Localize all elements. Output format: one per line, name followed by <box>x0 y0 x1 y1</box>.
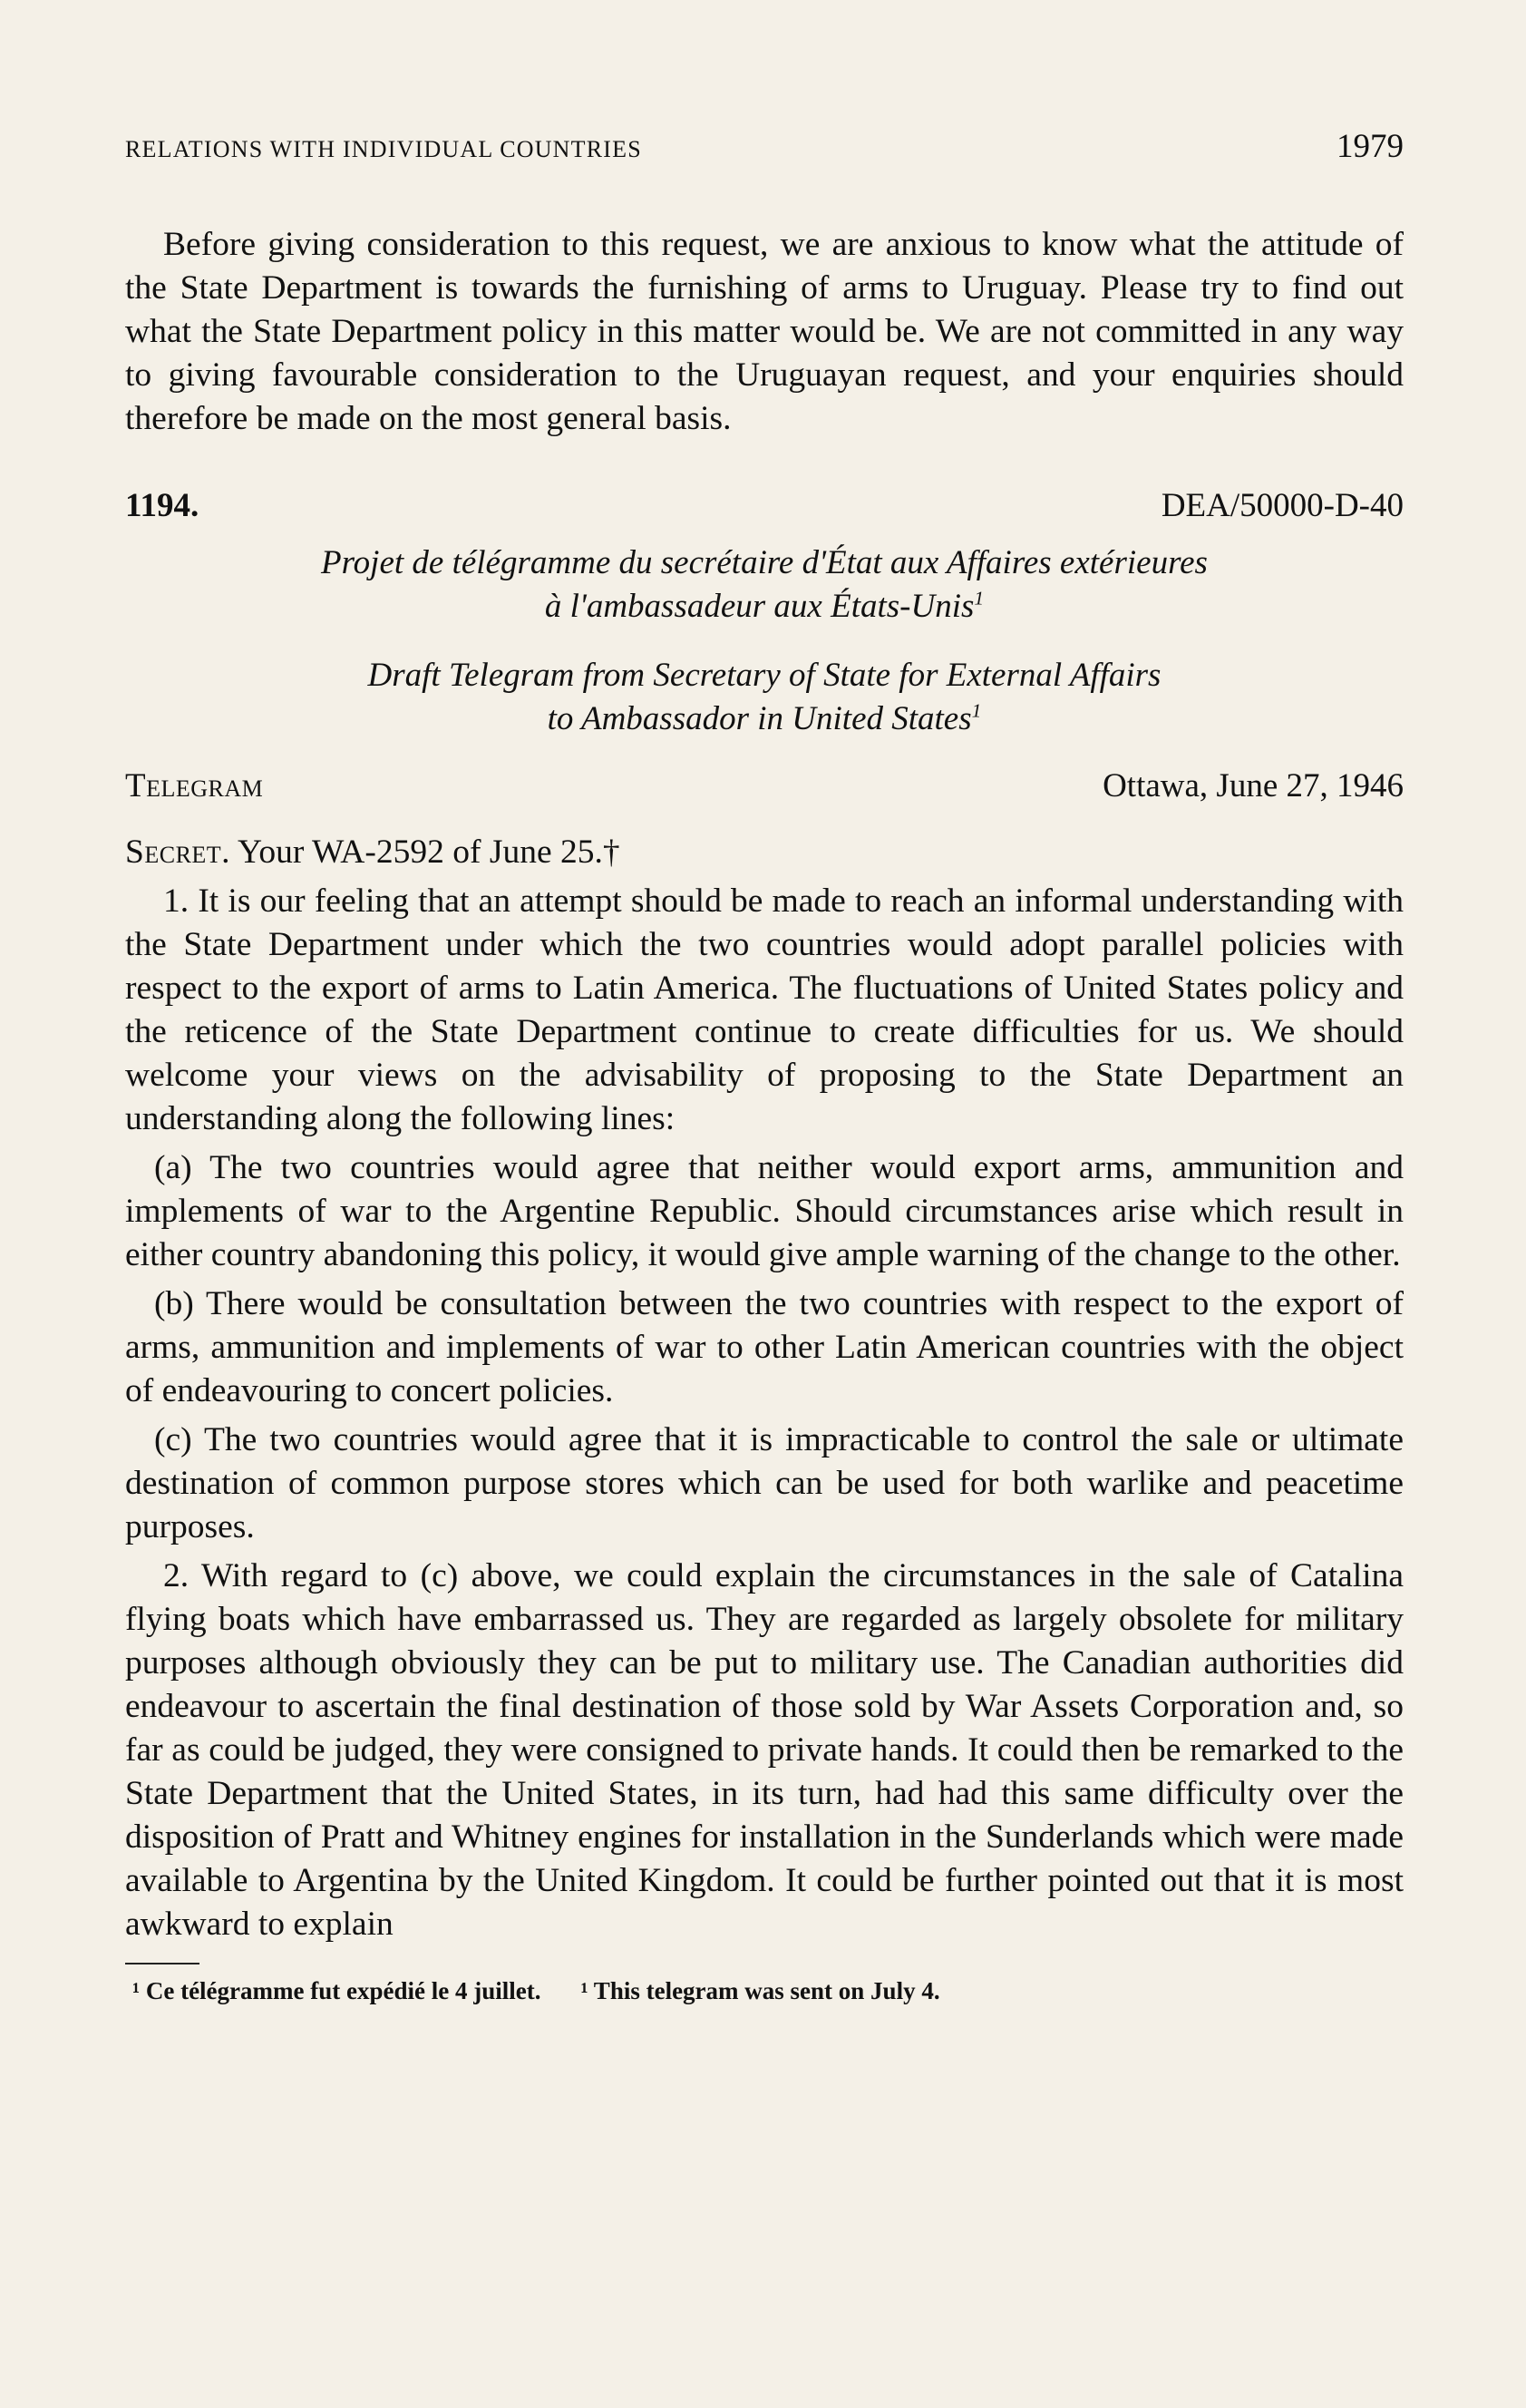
french-title-line-1: Projet de télégramme du secrétaire d'État aux Affaires extérieures <box>321 544 1208 581</box>
page-number: 1979 <box>1336 128 1404 165</box>
footnotes <box>132 1975 1404 2006</box>
english-title-line-2: to Ambassador in United States$^1$ <box>547 699 982 737</box>
running-title: RELATIONS WITH INDIVIDUAL COUNTRIES <box>125 136 642 162</box>
document-reference: DEA/50000-D-40 <box>1161 487 1404 524</box>
footnote-marker: 1 <box>974 587 985 609</box>
english-title <box>125 654 1404 741</box>
paragraph-a: (a) The two countries would agree that neither would export arms, ammunition and implements of war to the Argentine Republic. Should circumstances arise which result in either country abandoning this policy, it would give ample warning of the change to the other. <box>125 1149 1404 1273</box>
secret-label: Secret. <box>125 834 231 871</box>
telegram-label: Telegram <box>125 767 264 804</box>
footnote-french: ¹ Ce télégramme fut expédié le 4 juillet. <box>132 1977 541 2004</box>
running-header <box>125 127 1404 174</box>
document-number: 1194. <box>125 487 199 524</box>
paragraph-c: (c) The two countries would agree that it is impracticable to control the sale or ultimate destination of common purpose stores which can be used for both warlike and peacetime purposes. <box>125 1421 1404 1545</box>
french-title-line-2: à l'ambassadeur aux États-Unis$^1$ <box>544 587 985 625</box>
english-title-line-1: Draft Telegram from Secretary of State for External Affairs <box>367 657 1162 694</box>
footnote-marker: 1 <box>971 699 982 722</box>
secret-reference <box>125 831 1404 874</box>
telegram-meta <box>125 766 1404 805</box>
footnote-english: ¹ This telegram was sent on July 4. <box>580 1977 940 2004</box>
intro-paragraph: Before giving consideration to this request, we are anxious to know what the attitude of the State Department is towards the furnishing of arms to Uruguay. Please try to find out what the State Department policy in this matter would be. We are not committed in any way to giving favourable consideration to the Uruguayan request, and your enquiries should therefore be made on the most general basis. <box>125 226 1404 437</box>
document-1194 <box>125 486 1404 1946</box>
footnote-divider <box>125 1963 199 1964</box>
paragraph-1: 1. It is our feeling that an attempt should be made to reach an informal understanding with the State Department under which the two countries would adopt parallel policies with respect to the export of arms to Latin America. The fluctuations of United States policy and the reticence of the State Department continue to create difficulties for us. We should welcome your views on the advisability of proposing to the State Department an understanding along the following lines: <box>125 882 1404 1137</box>
paragraph-2: 2. With regard to (c) above, we could explain the circumstances in the sale of Catalina flying boats which have embarrassed us. They are regarded as largely obsolete for military purposes although obviously they can be put to military use. The Canadian authorities did endeavour to ascertain the final destination of those sold by War Assets Corporation and, so far as could be judged, they were consigned to private hands. It could then be remarked to the State Department that the United States, in its turn, had had this same difficulty over the disposition of Pratt and Whitney engines for installation in the Sunderlands which were made available to Argentina by the United Kingdom. It could be further pointed out that it is most awkward to explain <box>125 1557 1404 1943</box>
document-page <box>125 127 1404 2006</box>
place-date: Ottawa, June 27, 1946 <box>1103 767 1404 804</box>
document-heading <box>125 486 1404 525</box>
french-title <box>125 541 1404 629</box>
reference-text: Your WA-2592 of June 25.† <box>238 834 620 871</box>
paragraph-b: (b) There would be consultation between the two countries with respect to the export of arms, ammunition and implements of war to other Latin American countries with the object of endeavouring to concert policies. <box>125 1285 1404 1409</box>
